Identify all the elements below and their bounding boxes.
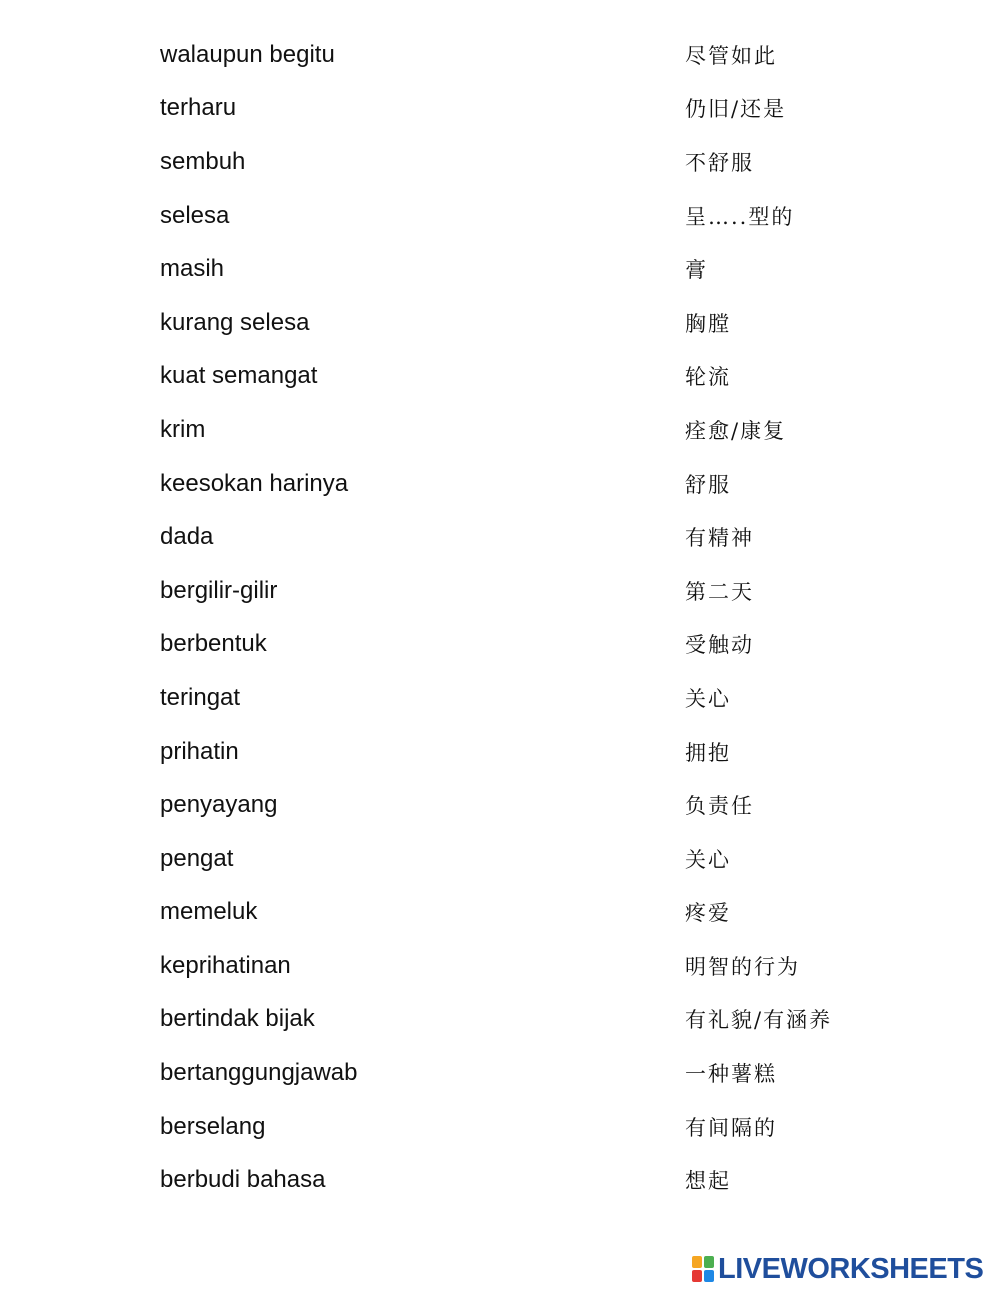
- chinese-word: 呈…..型的: [685, 204, 795, 229]
- malay-word: pengat: [160, 844, 234, 872]
- vocab-row: [160, 82, 880, 136]
- vocab-row: [160, 1100, 880, 1154]
- malay-word: teringat: [160, 683, 241, 711]
- chinese-word: 有间隔的: [685, 1115, 777, 1140]
- chinese-word: 膏: [685, 258, 708, 283]
- vocabulary-list: [160, 28, 880, 1207]
- malay-word: terharu: [160, 94, 237, 122]
- vocab-row: [160, 510, 880, 564]
- malay-word: walaupun begitu: [160, 40, 335, 68]
- chinese-word: 尽管如此: [685, 43, 777, 68]
- vocab-row: [160, 1046, 880, 1100]
- chinese-word: 胸膛: [685, 311, 731, 336]
- chinese-word: 痊愈/康复: [685, 418, 787, 443]
- logo-square: [704, 1270, 714, 1282]
- liveworksheets-logo: [692, 1252, 983, 1286]
- malay-word: masih: [160, 255, 225, 283]
- logo-text: LIVEWORKSHEETS: [718, 1252, 984, 1285]
- vocab-row: [160, 1153, 880, 1207]
- logo-square: [692, 1256, 702, 1268]
- chinese-word: 有精神: [685, 526, 754, 551]
- chinese-word: 负责任: [685, 794, 754, 819]
- malay-word: bertindak bijak: [160, 1005, 315, 1033]
- malay-word: kuat semangat: [160, 362, 318, 390]
- malay-word: berbudi bahasa: [160, 1166, 326, 1194]
- vocab-row: [160, 403, 880, 457]
- malay-word: memeluk: [160, 898, 258, 926]
- vocab-row: [160, 242, 880, 296]
- malay-word: keesokan harinya: [160, 469, 349, 497]
- chinese-word: 第二天: [685, 579, 754, 604]
- vocab-row: [160, 886, 880, 940]
- chinese-word: 受触动: [685, 633, 754, 658]
- chinese-word: 疼爱: [685, 901, 731, 926]
- logo-square: [704, 1256, 714, 1268]
- malay-word: prihatin: [160, 737, 239, 765]
- vocab-row: [160, 778, 880, 832]
- malay-word: berbentuk: [160, 630, 267, 658]
- chinese-word: 想起: [685, 1169, 731, 1194]
- vocab-row: [160, 832, 880, 886]
- chinese-word: 关心: [685, 686, 731, 711]
- malay-word: sembuh: [160, 147, 246, 175]
- malay-word: bergilir-gilir: [160, 576, 278, 604]
- vocab-row: [160, 671, 880, 725]
- vocab-row: [160, 457, 880, 511]
- vocab-row: [160, 564, 880, 618]
- malay-word: kurang selesa: [160, 308, 310, 336]
- chinese-word: 关心: [685, 847, 731, 872]
- vocab-row: [160, 296, 880, 350]
- vocab-row: [160, 939, 880, 993]
- malay-word: bertanggungjawab: [160, 1059, 358, 1087]
- vocab-row: [160, 725, 880, 779]
- chinese-word: 拥抱: [685, 740, 731, 765]
- chinese-word: 轮流: [685, 365, 731, 390]
- malay-word: keprihatinan: [160, 951, 291, 979]
- vocab-row: [160, 350, 880, 404]
- chinese-word: 明智的行为: [685, 954, 800, 979]
- vocab-row: [160, 28, 880, 82]
- chinese-word: 舒服: [685, 472, 731, 497]
- chinese-word: 不舒服: [685, 150, 754, 175]
- chinese-word: 有礼貌/有涵养: [685, 1008, 833, 1033]
- chinese-word: 仍旧/还是: [685, 97, 787, 122]
- vocab-row: [160, 993, 880, 1047]
- malay-word: berselang: [160, 1112, 266, 1140]
- malay-word: penyayang: [160, 791, 278, 819]
- vocab-row: [160, 618, 880, 672]
- vocab-row: [160, 189, 880, 243]
- logo-square: [692, 1270, 702, 1282]
- liveworksheets-logo-icon: [692, 1256, 714, 1282]
- vocab-row: [160, 135, 880, 189]
- malay-word: dada: [160, 523, 214, 551]
- chinese-word: 一种薯糕: [685, 1062, 777, 1087]
- malay-word: krim: [160, 415, 206, 443]
- malay-word: selesa: [160, 201, 230, 229]
